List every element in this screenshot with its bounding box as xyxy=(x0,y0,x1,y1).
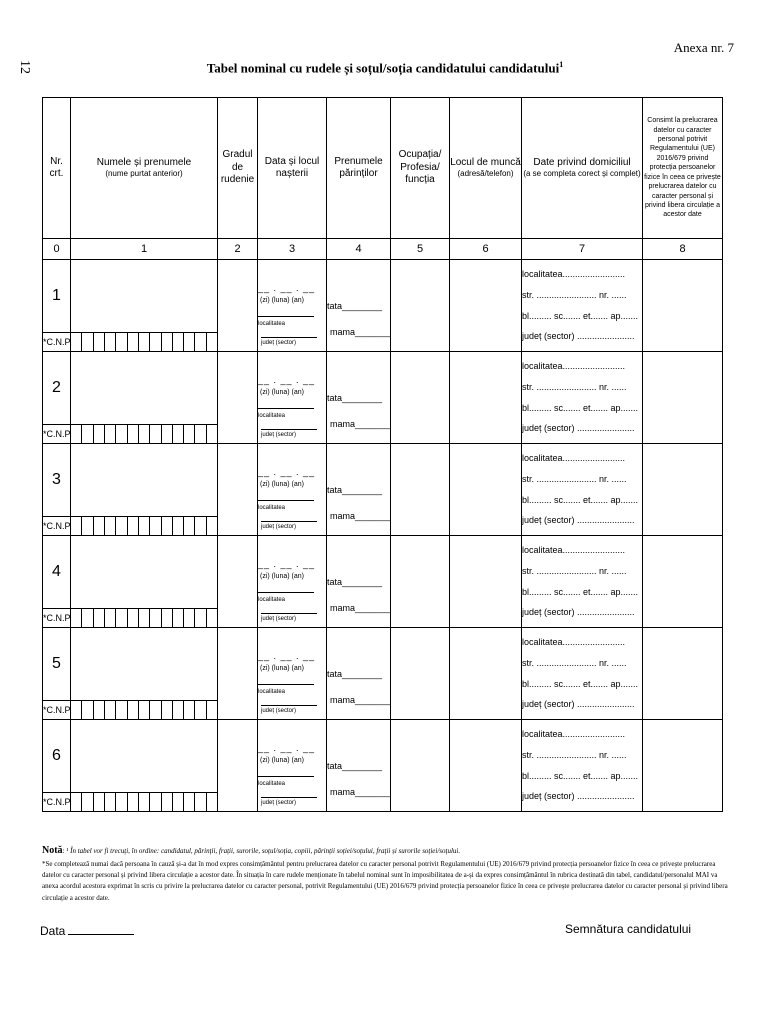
header-degree: Gradul de rudenie xyxy=(218,98,258,239)
cnp-digit-box[interactable] xyxy=(71,425,81,443)
birth-place-label: localitatea xyxy=(258,597,286,603)
cnp-digit-box[interactable] xyxy=(172,333,183,351)
occupation-field[interactable] xyxy=(391,352,450,444)
addr-block: bl......... sc....... et....... ap....... xyxy=(522,310,639,321)
cnp-digit-box[interactable] xyxy=(127,701,138,719)
cnp-digit-box[interactable] xyxy=(115,425,126,443)
birth-line xyxy=(258,674,314,685)
addr-locality: localitatea......................... xyxy=(522,453,626,464)
birth-county-label: județ (sector) xyxy=(261,429,317,440)
row-number: 6 xyxy=(43,720,71,793)
birth-field[interactable] xyxy=(258,352,327,444)
birth-county-label: județ (sector) xyxy=(261,521,317,532)
birth-field[interactable] xyxy=(258,720,327,812)
notes-line2: *Se completează numai dacă persoana în cauză și-a dat în mod expres consimțământul pentru prelucrarea datelor cu caracter personal potrivit Regulamentului (UE) 2016/679 privind protecția persoanelor fizice în ceea ce privește prelucrarea datelor cu caracter personal și privind libera circulație a acestor date. În situația în care rudele menționate în tabelul nominal sunt în imposibilitatea de a-și da expres consimțământul în rubrica destinată din tabel, candidatul/personalul MAI va anexa acordul acestora exprimat în scris cu privire la prelucrarea datelor cu caracter personal, potrivit Regulamentului (UE) 2016/679 privind protecția persoanelor fizice în ceea ce privește prelucrarea datelor cu caracter personal și privind libera circulație a acestor date. xyxy=(42,860,728,902)
table-row xyxy=(43,444,723,517)
date-line[interactable] xyxy=(68,934,134,935)
column-index-row xyxy=(43,239,723,260)
father-label: tata________ xyxy=(327,300,383,311)
consent-field[interactable] xyxy=(643,628,723,720)
cnp-label: *C.N.P. xyxy=(43,517,71,536)
birth-date-units: (zi) (luna) (an) xyxy=(260,480,304,488)
cnp-label: *C.N.P. xyxy=(43,333,71,352)
cnp-grid xyxy=(71,424,217,443)
table-row xyxy=(43,720,723,793)
addr-street: str. ........................ nr. ...... xyxy=(522,749,627,760)
addr-block: bl......... sc....... et....... ap....... xyxy=(522,586,639,597)
row-number: 1 xyxy=(43,260,71,333)
cnp-digit-box[interactable] xyxy=(127,793,138,811)
cnp-digit-box[interactable] xyxy=(206,793,217,811)
cnp-grid xyxy=(71,608,217,627)
cnp-digit-box[interactable] xyxy=(206,517,217,535)
consent-field[interactable] xyxy=(643,444,723,536)
work-field[interactable] xyxy=(450,352,522,444)
header-nr: Nr. crt. xyxy=(43,98,71,239)
name-field[interactable] xyxy=(71,536,218,628)
cnp-digit-box[interactable] xyxy=(172,701,183,719)
birth-place-label: localitatea xyxy=(258,505,286,511)
notes-line1: ¹ În tabel vor fi trecuți, în ordine: candidatul, părinții, frații, surorile, soțul/soția, copiii, părinții soției/soțului, frații și surorile soției/soțului. xyxy=(66,847,461,855)
page-number: 12 xyxy=(17,60,32,74)
name-field[interactable] xyxy=(71,260,218,352)
addr-block: bl......... sc....... et....... ap....... xyxy=(522,402,639,413)
cnp-digit-box[interactable] xyxy=(93,793,104,811)
cnp-grid xyxy=(71,332,217,351)
cnp-digit-box[interactable] xyxy=(81,425,92,443)
cnp-digit-box[interactable] xyxy=(104,609,115,627)
cnp-digit-box[interactable] xyxy=(161,425,172,443)
cnp-digit-box[interactable] xyxy=(206,425,217,443)
cnp-digit-box[interactable] xyxy=(183,793,194,811)
work-field[interactable] xyxy=(450,444,522,536)
birth-line xyxy=(258,766,314,777)
birth-date-units: (zi) (luna) (an) xyxy=(260,296,304,304)
consent-field[interactable] xyxy=(643,352,723,444)
cnp-digit-box[interactable] xyxy=(104,793,115,811)
cnp-digit-box[interactable] xyxy=(161,701,172,719)
cnp-digit-box[interactable] xyxy=(138,701,149,719)
birth-county-label: județ (sector) xyxy=(261,797,317,808)
occupation-field[interactable] xyxy=(391,260,450,352)
cnp-grid xyxy=(71,516,217,535)
cnp-digit-box[interactable] xyxy=(93,609,104,627)
address-field[interactable] xyxy=(522,444,643,536)
mother-label: mama_______ xyxy=(330,695,391,705)
cnp-digit-box[interactable] xyxy=(183,701,194,719)
column-index: 3 xyxy=(258,239,327,260)
header-birth: Data și locul nașterii xyxy=(258,98,327,239)
birth-date-units: (zi) (luna) (an) xyxy=(260,756,304,764)
name-field[interactable] xyxy=(71,444,218,536)
cnp-digit-box[interactable] xyxy=(194,425,205,443)
title-footnote: 1 xyxy=(559,60,564,69)
birth-date: __ . __ . __ xyxy=(258,651,316,661)
header-address: Date privind domiciliul (a se completa corect și complet) xyxy=(522,98,643,239)
cnp-digit-box[interactable] xyxy=(127,517,138,535)
addr-block: bl......... sc....... et....... ap....... xyxy=(522,678,639,689)
cnp-label: *C.N.P. xyxy=(43,425,71,444)
cnp-label: *C.N.P. xyxy=(43,793,71,812)
father-label: tata________ xyxy=(327,576,383,587)
cnp-digit-box[interactable] xyxy=(149,333,160,351)
birth-date: __ . __ . __ xyxy=(258,467,316,477)
addr-street: str. ........................ nr. ...... xyxy=(522,565,627,576)
addr-street: str. ........................ nr. ...... xyxy=(522,381,627,392)
cnp-label: *C.N.P. xyxy=(43,701,71,720)
work-field[interactable] xyxy=(450,536,522,628)
address-field[interactable] xyxy=(522,628,643,720)
degree-field[interactable] xyxy=(218,260,258,352)
address-field[interactable] xyxy=(522,536,643,628)
birth-place-label: localitatea xyxy=(258,321,286,327)
birth-place-label: localitatea xyxy=(258,689,286,695)
name-field[interactable] xyxy=(71,628,218,720)
table-row xyxy=(43,260,723,333)
parents-field[interactable] xyxy=(327,720,391,812)
consent-field[interactable] xyxy=(643,720,723,812)
birth-county-label: județ (sector) xyxy=(261,705,317,716)
header-occupation: Ocupația/ Profesia/ funcția xyxy=(391,98,450,239)
cnp-digit-box[interactable] xyxy=(172,793,183,811)
cnp-digit-box[interactable] xyxy=(172,517,183,535)
birth-place-label: localitatea xyxy=(258,413,286,419)
cnp-digit-box[interactable] xyxy=(115,609,126,627)
column-index: 2 xyxy=(218,239,258,260)
mother-label: mama_______ xyxy=(330,327,391,337)
work-field[interactable] xyxy=(450,628,522,720)
row-number: 3 xyxy=(43,444,71,517)
occupation-field[interactable] xyxy=(391,628,450,720)
cnp-digit-box[interactable] xyxy=(127,609,138,627)
birth-date: __ . __ . __ xyxy=(258,559,316,569)
cnp-grid xyxy=(71,700,217,719)
cnp-digit-box[interactable] xyxy=(149,425,160,443)
cnp-digit-box[interactable] xyxy=(149,701,160,719)
cnp-digit-box[interactable] xyxy=(104,701,115,719)
cnp-digit-box[interactable] xyxy=(194,333,205,351)
addr-block: bl......... sc....... et....... ap....... xyxy=(522,494,639,505)
notes-label: Notă xyxy=(42,845,63,856)
cnp-digit-box[interactable] xyxy=(104,517,115,535)
cnp-digit-box[interactable] xyxy=(127,333,138,351)
cnp-digit-box[interactable] xyxy=(206,333,217,351)
addr-county: județ (sector) ....................... xyxy=(522,423,635,434)
annex-label: Anexa nr. 7 xyxy=(673,40,734,55)
cnp-digit-box[interactable] xyxy=(206,609,217,627)
column-index: 0 xyxy=(43,239,71,260)
addr-locality: localitatea......................... xyxy=(522,545,626,556)
cnp-digit-box[interactable] xyxy=(206,701,217,719)
birth-date-units: (zi) (luna) (an) xyxy=(260,388,304,396)
consent-field[interactable] xyxy=(643,536,723,628)
cnp-digit-box[interactable] xyxy=(115,793,126,811)
date-signature: Data xyxy=(40,924,134,938)
addr-street: str. ........................ nr. ...... xyxy=(522,473,627,484)
address-field[interactable] xyxy=(522,720,643,812)
addr-county: județ (sector) ....................... xyxy=(522,791,635,802)
cnp-digit-box[interactable] xyxy=(172,425,183,443)
birth-line xyxy=(258,582,314,593)
cnp-label: *C.N.P. xyxy=(43,609,71,628)
work-field[interactable] xyxy=(450,720,522,812)
occupation-field[interactable] xyxy=(391,720,450,812)
birth-field[interactable] xyxy=(258,536,327,628)
row-number: 4 xyxy=(43,536,71,609)
father-label: tata________ xyxy=(327,392,383,403)
birth-county-label: județ (sector) xyxy=(261,613,317,624)
birth-date: __ . __ . __ xyxy=(258,743,316,753)
birth-field[interactable] xyxy=(258,260,327,352)
birth-date: __ . __ . __ xyxy=(258,283,316,293)
cnp-grid xyxy=(71,792,217,811)
column-index: 6 xyxy=(450,239,522,260)
addr-street: str. ........................ nr. ...... xyxy=(522,289,627,300)
cnp-digit-box[interactable] xyxy=(138,425,149,443)
column-index: 5 xyxy=(391,239,450,260)
page-title: Tabel nominal cu rudele și soțul/soția candidatului candidatului$^1$ xyxy=(206,60,564,76)
cnp-digit-box[interactable] xyxy=(71,609,81,627)
cnp-digit-box[interactable] xyxy=(127,425,138,443)
degree-field[interactable] xyxy=(218,720,258,812)
birth-field[interactable] xyxy=(258,444,327,536)
degree-field[interactable] xyxy=(218,628,258,720)
cnp-digit-box[interactable] xyxy=(149,609,160,627)
cnp-digit-box[interactable] xyxy=(104,425,115,443)
cnp-digit-box[interactable] xyxy=(81,609,92,627)
cnp-digit-box[interactable] xyxy=(81,701,92,719)
addr-locality: localitatea......................... xyxy=(522,637,626,648)
parents-field[interactable] xyxy=(327,260,391,352)
address-field[interactable] xyxy=(522,260,643,352)
cnp-digit-box[interactable] xyxy=(104,333,115,351)
addr-locality: localitatea......................... xyxy=(522,269,626,280)
header-name: Numele și prenumele (nume purtat anterior) xyxy=(71,98,218,239)
degree-field[interactable] xyxy=(218,352,258,444)
cnp-digit-box[interactable] xyxy=(194,609,205,627)
column-index: 7 xyxy=(522,239,643,260)
cnp-digit-box[interactable] xyxy=(149,517,160,535)
column-index: 4 xyxy=(327,239,391,260)
birth-line xyxy=(258,306,314,317)
degree-field[interactable] xyxy=(218,444,258,536)
candidate-signature-label: Semnătura candidatului xyxy=(565,922,692,936)
cnp-digit-box[interactable] xyxy=(115,517,126,535)
birth-county-label: județ (sector) xyxy=(261,337,317,348)
cnp-digit-box[interactable] xyxy=(138,333,149,351)
cnp-digit-box[interactable] xyxy=(194,793,205,811)
cnp-digit-box[interactable] xyxy=(138,609,149,627)
cnp-digit-box[interactable] xyxy=(115,333,126,351)
cnp-digit-box[interactable] xyxy=(183,517,194,535)
cnp-digit-box[interactable] xyxy=(71,701,81,719)
cnp-digit-box[interactable] xyxy=(149,793,160,811)
father-label: tata________ xyxy=(327,484,383,495)
parents-field[interactable] xyxy=(327,352,391,444)
cnp-digit-box[interactable] xyxy=(81,517,92,535)
mother-label: mama_______ xyxy=(330,419,391,429)
notes: Notă: ¹ În tabel vor fi trecuți, în ordine: candidatul, părinții, frații, surorile, soțul/soția, copiii, părinții soției/soțului, frații și surorile soției/soțului. *Se completează numai dacă persoana în cauză și-a dat în mod expres consimțământul pentru prelucrarea datelor cu caracter personal potrivit Regulamentului (UE) 2016/679 privind protecția persoanelor fizice în ceea ce privește prelucrarea datelor cu caracter personal și privind libera circulație a acestor date. În situația în care rudele menționate în tabelul nominal sunt în imposibilitatea de a-și da expres consimțământul în rubrica destinată din tabel, candidatul/personalul MAI va anexa acordul acestora exprimat în scris cu privire la prelucrarea datelor cu caracter personal, potrivit Regulamentului (UE) 2016/679 privind protecția persoanelor fizice în ceea ce privește prelucrarea datelor cu caracter personal și privind libera circulație a acestor date. xyxy=(42,843,732,904)
cnp-digit-box[interactable] xyxy=(194,701,205,719)
header-parents: Prenumele părinților xyxy=(327,98,391,239)
cnp-digit-box[interactable] xyxy=(71,793,81,811)
cnp-digit-box[interactable] xyxy=(161,333,172,351)
cnp-digit-box[interactable] xyxy=(93,333,104,351)
birth-date-units: (zi) (luna) (an) xyxy=(260,572,304,580)
table-row xyxy=(43,536,723,609)
birth-line xyxy=(258,398,314,409)
cnp-digit-box[interactable] xyxy=(115,701,126,719)
name-field[interactable] xyxy=(71,720,218,812)
column-index: 1 xyxy=(71,239,218,260)
cnp-digit-box[interactable] xyxy=(81,793,92,811)
table-row xyxy=(43,628,723,701)
occupation-field[interactable] xyxy=(391,444,450,536)
mother-label: mama_______ xyxy=(330,511,391,521)
addr-county: județ (sector) ....................... xyxy=(522,515,635,526)
occupation-field[interactable] xyxy=(391,536,450,628)
mother-label: mama_______ xyxy=(330,603,391,613)
cnp-digit-box[interactable] xyxy=(71,517,81,535)
cnp-digit-box[interactable] xyxy=(161,517,172,535)
work-field[interactable] xyxy=(450,260,522,352)
cnp-digit-box[interactable] xyxy=(172,609,183,627)
father-label: tata________ xyxy=(327,760,383,771)
cnp-digit-box[interactable] xyxy=(161,609,172,627)
parents-field[interactable] xyxy=(327,536,391,628)
addr-locality: localitatea......................... xyxy=(522,729,626,740)
birth-date: __ . __ . __ xyxy=(258,375,316,385)
degree-field[interactable] xyxy=(218,536,258,628)
cnp-digit-box[interactable] xyxy=(138,517,149,535)
header-work: Locul de muncă (adresă/telefon) xyxy=(450,98,522,239)
cnp-digit-box[interactable] xyxy=(183,425,194,443)
row-number: 2 xyxy=(43,352,71,425)
column-index: 8 xyxy=(643,239,723,260)
cnp-digit-box[interactable] xyxy=(81,333,92,351)
father-label: tata________ xyxy=(327,668,383,679)
addr-county: județ (sector) ....................... xyxy=(522,331,635,342)
addr-county: județ (sector) ....................... xyxy=(522,607,635,618)
mother-label: mama_______ xyxy=(330,787,391,797)
birth-line xyxy=(258,490,314,501)
cnp-digit-box[interactable] xyxy=(161,793,172,811)
addr-locality: localitatea......................... xyxy=(522,361,626,372)
cnp-digit-box[interactable] xyxy=(93,517,104,535)
addr-block: bl......... sc....... et....... ap....... xyxy=(522,770,639,781)
addr-county: județ (sector) ....................... xyxy=(522,699,635,710)
birth-place-label: localitatea xyxy=(258,781,286,787)
parents-field[interactable] xyxy=(327,628,391,720)
table-row xyxy=(43,352,723,425)
parents-field[interactable] xyxy=(327,444,391,536)
birth-field[interactable] xyxy=(258,628,327,720)
row-number: 5 xyxy=(43,628,71,701)
name-field[interactable] xyxy=(71,352,218,444)
birth-date-units: (zi) (luna) (an) xyxy=(260,664,304,672)
consent-field[interactable] xyxy=(643,260,723,352)
relatives-table xyxy=(42,97,723,812)
cnp-digit-box[interactable] xyxy=(194,517,205,535)
cnp-digit-box[interactable] xyxy=(183,333,194,351)
address-field[interactable] xyxy=(522,352,643,444)
cnp-digit-box[interactable] xyxy=(93,701,104,719)
header-consent: Consimt la prelucrarea datelor cu caracter personal potrivit Regulamentului (UE) 2016/679 privind protecția persoanelor fizice în ceea ce privește prelucrarea datelor cu caracter personal și privind libera circulație a acestor date xyxy=(643,98,723,239)
cnp-digit-box[interactable] xyxy=(93,425,104,443)
cnp-digit-box[interactable] xyxy=(71,333,81,351)
cnp-digit-box[interactable] xyxy=(138,793,149,811)
addr-street: str. ........................ nr. ...... xyxy=(522,657,627,668)
cnp-digit-box[interactable] xyxy=(183,609,194,627)
